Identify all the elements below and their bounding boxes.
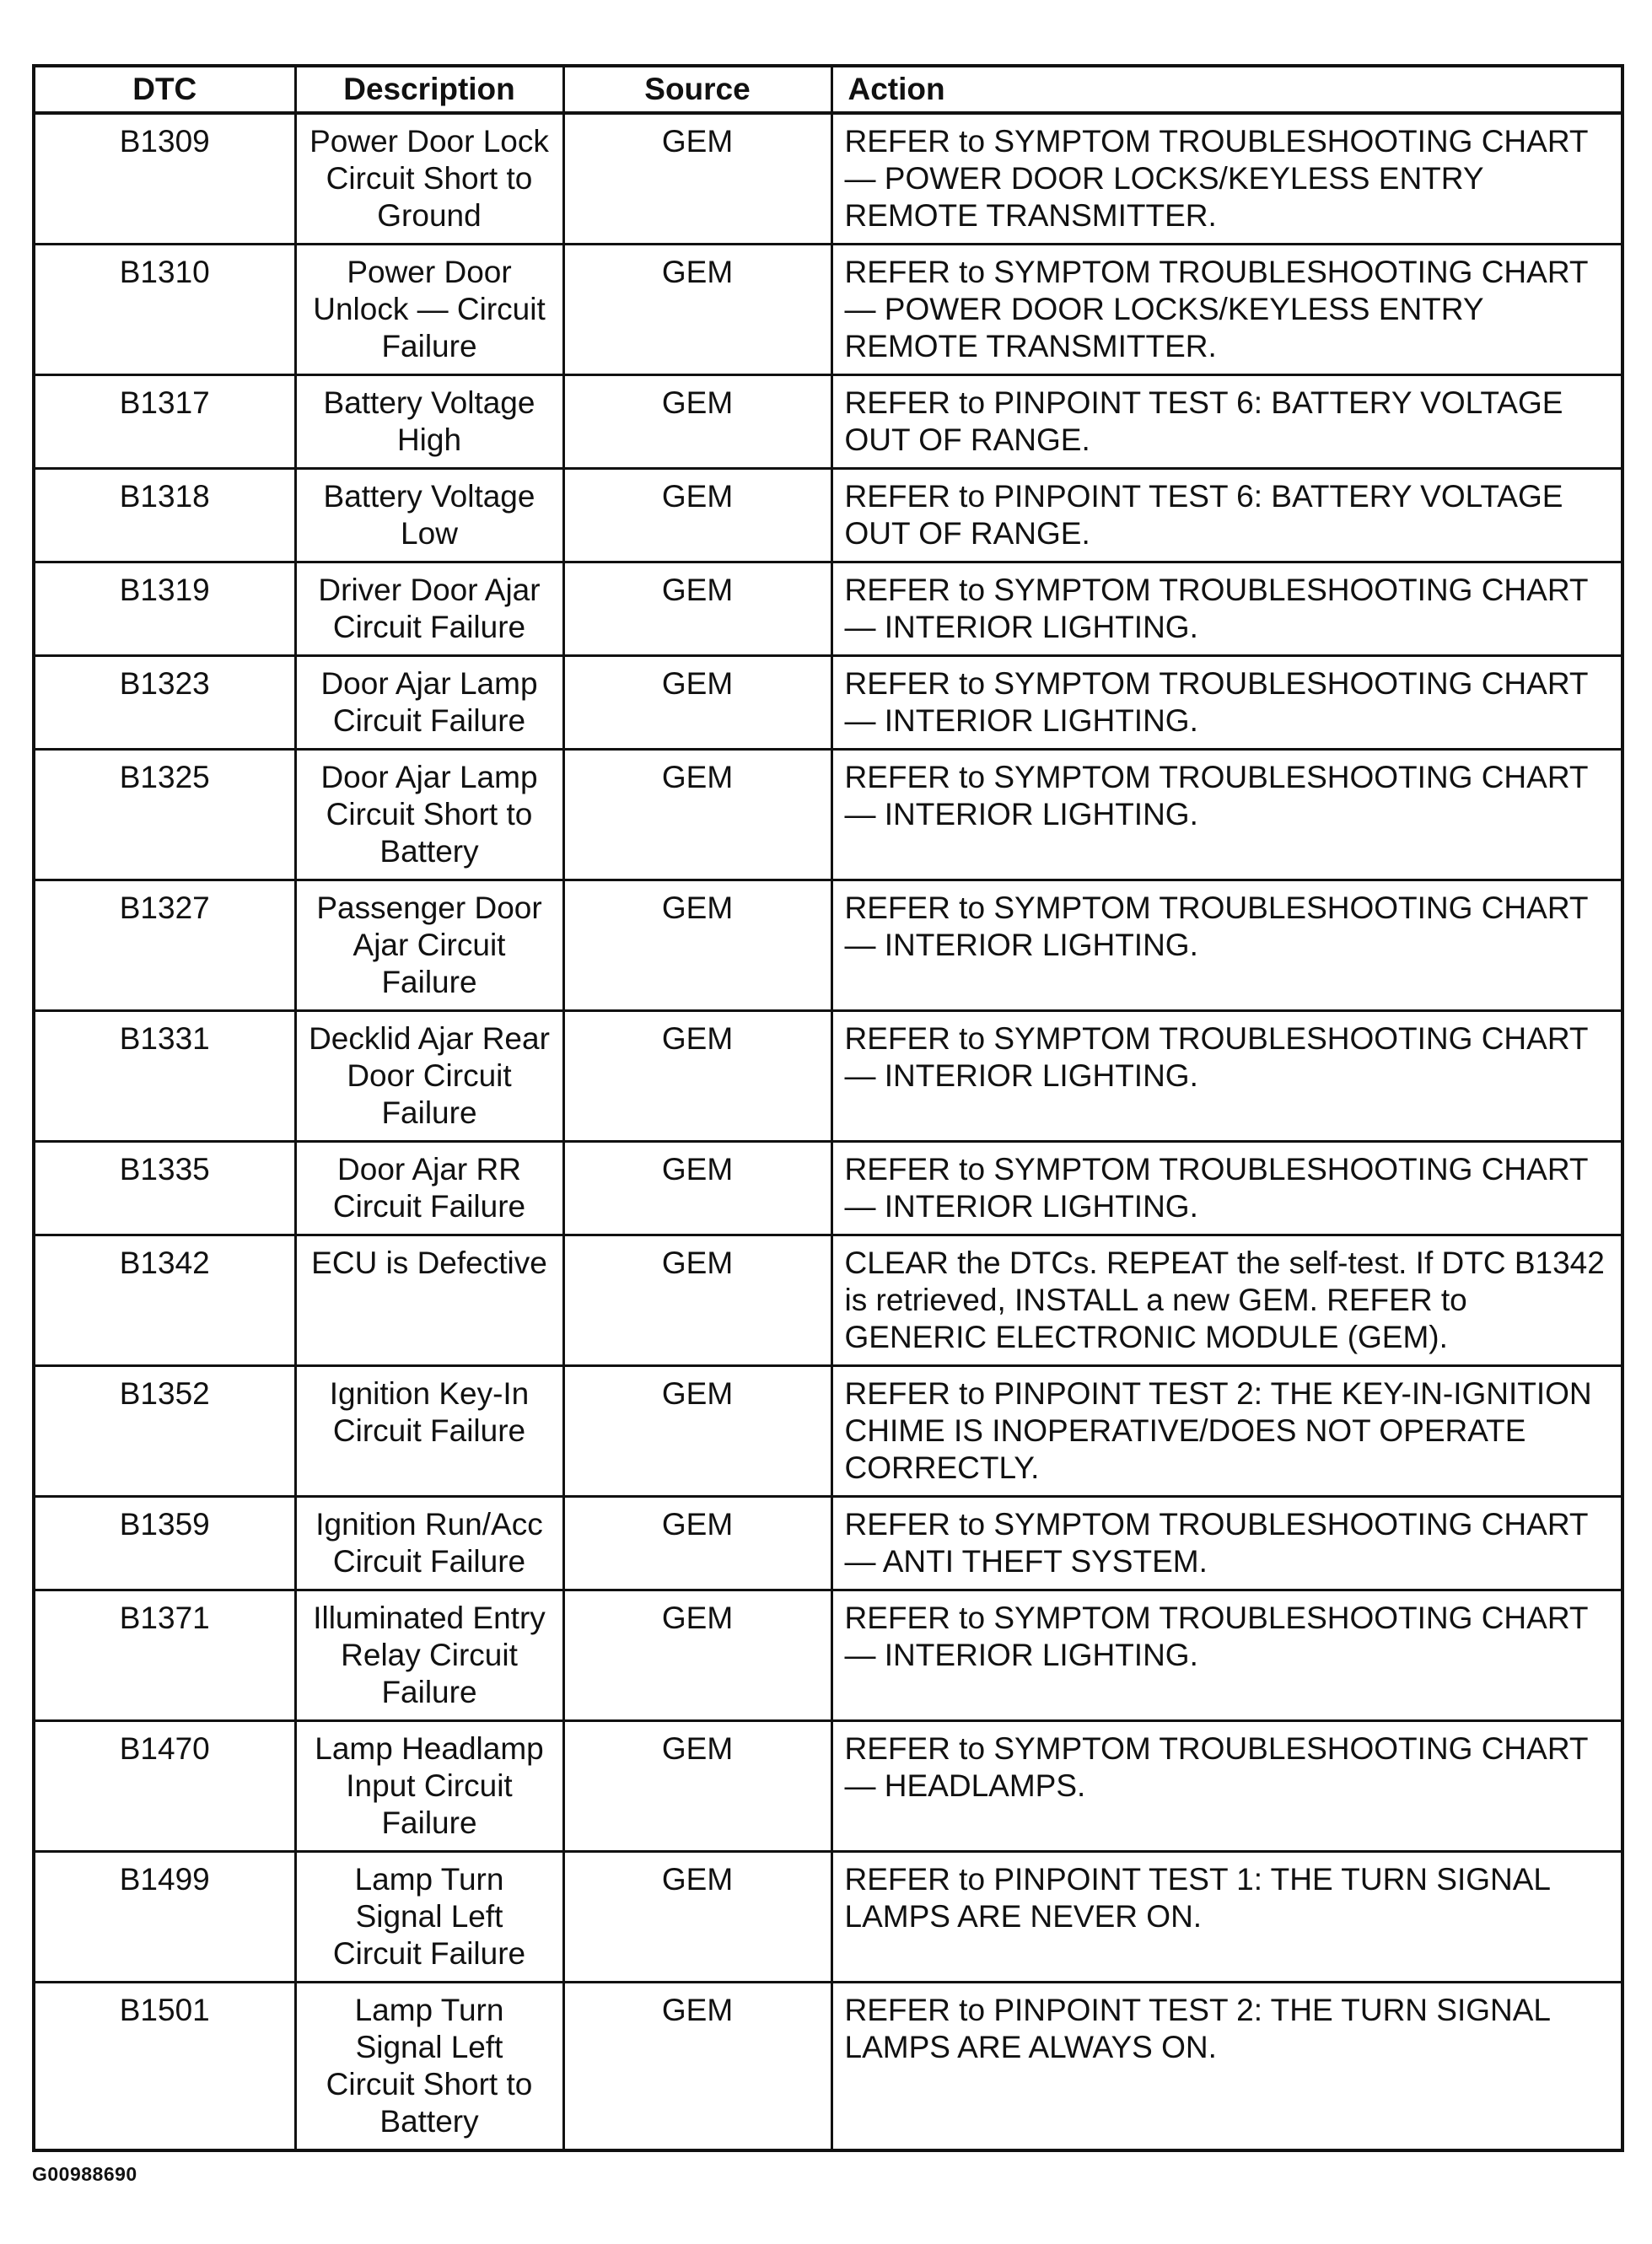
table-row [34,245,1622,375]
table-row [34,1721,1622,1852]
cell-source: GEM [563,1142,831,1235]
dtc-table [32,64,1624,2152]
cell-source: GEM [563,1983,831,2151]
header-description: Description [295,66,563,113]
cell-source: GEM [563,1366,831,1497]
cell-description: Lamp Turn Signal Left Circuit Failure [295,1852,563,1983]
header-row [34,66,1622,113]
cell-source: GEM [563,880,831,1011]
cell-source: GEM [563,469,831,562]
cell-dtc: B1371 [34,1590,295,1721]
cell-description: Door Ajar Lamp Circuit Failure [295,656,563,750]
table-row [34,1011,1622,1142]
cell-action: REFER to SYMPTOM TROUBLESHOOTING CHART — POWER DOOR LOCKS/KEYLESS ENTRY REMOTE TRANSMITTER. [831,113,1622,245]
cell-action: REFER to SYMPTOM TROUBLESHOOTING CHART — INTERIOR LIGHTING. [831,1142,1622,1235]
cell-action: CLEAR the DTCs. REPEAT the self-test. If DTC B1342 is retrieved, INSTALL a new GEM. REFER to GENERIC ELECTRONIC MODULE (GEM). [831,1235,1622,1366]
cell-dtc: B1470 [34,1721,295,1852]
cell-description: Decklid Ajar Rear Door Circuit Failure [295,1011,563,1142]
table-row [34,1852,1622,1983]
cell-dtc: B1327 [34,880,295,1011]
cell-action: REFER to SYMPTOM TROUBLESHOOTING CHART — ANTI THEFT SYSTEM. [831,1497,1622,1590]
table-row [34,1983,1622,2151]
cell-description: Battery Voltage High [295,375,563,469]
table-row [34,656,1622,750]
cell-description: Ignition Run/Acc Circuit Failure [295,1497,563,1590]
table-row [34,750,1622,880]
cell-action: REFER to SYMPTOM TROUBLESHOOTING CHART — POWER DOOR LOCKS/KEYLESS ENTRY REMOTE TRANSMITTER. [831,245,1622,375]
cell-source: GEM [563,656,831,750]
cell-action: REFER to SYMPTOM TROUBLESHOOTING CHART — INTERIOR LIGHTING. [831,562,1622,656]
cell-description: Power Door Unlock — Circuit Failure [295,245,563,375]
cell-action: REFER to SYMPTOM TROUBLESHOOTING CHART — INTERIOR LIGHTING. [831,880,1622,1011]
cell-action: REFER to SYMPTOM TROUBLESHOOTING CHART — HEADLAMPS. [831,1721,1622,1852]
cell-action: REFER to SYMPTOM TROUBLESHOOTING CHART — INTERIOR LIGHTING. [831,1011,1622,1142]
cell-description: ECU is Defective [295,1235,563,1366]
cell-source: GEM [563,1590,831,1721]
cell-description: Lamp Turn Signal Left Circuit Short to Battery [295,1983,563,2151]
cell-dtc: B1319 [34,562,295,656]
cell-dtc: B1501 [34,1983,295,2151]
cell-description: Door Ajar RR Circuit Failure [295,1142,563,1235]
cell-dtc: B1352 [34,1366,295,1497]
table-row [34,1235,1622,1366]
cell-dtc: B1325 [34,750,295,880]
cell-description: Illuminated Entry Relay Circuit Failure [295,1590,563,1721]
cell-action: REFER to PINPOINT TEST 2: THE KEY-IN-IGNITION CHIME IS INOPERATIVE/DOES NOT OPERATE CORRECTLY. [831,1366,1622,1497]
table-row [34,1497,1622,1590]
cell-source: GEM [563,245,831,375]
table-row [34,880,1622,1011]
cell-action: REFER to SYMPTOM TROUBLESHOOTING CHART — INTERIOR LIGHTING. [831,656,1622,750]
cell-action: REFER to SYMPTOM TROUBLESHOOTING CHART — INTERIOR LIGHTING. [831,1590,1622,1721]
cell-source: GEM [563,1011,831,1142]
table-header [34,66,1622,113]
cell-dtc: B1309 [34,113,295,245]
cell-description: Door Ajar Lamp Circuit Short to Battery [295,750,563,880]
cell-action: REFER to PINPOINT TEST 6: BATTERY VOLTAGE OUT OF RANGE. [831,469,1622,562]
table-row [34,375,1622,469]
cell-source: GEM [563,375,831,469]
table-row [34,469,1622,562]
cell-source: GEM [563,1497,831,1590]
cell-dtc: B1359 [34,1497,295,1590]
cell-dtc: B1323 [34,656,295,750]
cell-source: GEM [563,1235,831,1366]
cell-description: Lamp Headlamp Input Circuit Failure [295,1721,563,1852]
cell-source: GEM [563,750,831,880]
cell-description: Passenger Door Ajar Circuit Failure [295,880,563,1011]
table-row [34,1366,1622,1497]
cell-description: Ignition Key-In Circuit Failure [295,1366,563,1497]
cell-dtc: B1499 [34,1852,295,1983]
cell-dtc: B1317 [34,375,295,469]
cell-dtc: B1310 [34,245,295,375]
header-source: Source [563,66,831,113]
cell-description: Driver Door Ajar Circuit Failure [295,562,563,656]
cell-action: REFER to SYMPTOM TROUBLESHOOTING CHART — INTERIOR LIGHTING. [831,750,1622,880]
header-action: Action [831,66,1622,113]
cell-dtc: B1342 [34,1235,295,1366]
figure-id: G00988690 [32,2163,137,2185]
table-row [34,113,1622,245]
table-row [34,562,1622,656]
cell-source: GEM [563,113,831,245]
table-row [34,1142,1622,1235]
cell-source: GEM [563,562,831,656]
table-body [34,113,1622,2150]
cell-dtc: B1331 [34,1011,295,1142]
cell-action: REFER to PINPOINT TEST 6: BATTERY VOLTAGE OUT OF RANGE. [831,375,1622,469]
cell-source: GEM [563,1852,831,1983]
cell-source: GEM [563,1721,831,1852]
cell-dtc: B1335 [34,1142,295,1235]
cell-action: REFER to PINPOINT TEST 2: THE TURN SIGNAL LAMPS ARE ALWAYS ON. [831,1983,1622,2151]
cell-description: Battery Voltage Low [295,469,563,562]
header-dtc: DTC [34,66,295,113]
cell-description: Power Door Lock Circuit Short to Ground [295,113,563,245]
table-row [34,1590,1622,1721]
cell-dtc: B1318 [34,469,295,562]
cell-action: REFER to PINPOINT TEST 1: THE TURN SIGNAL LAMPS ARE NEVER ON. [831,1852,1622,1983]
